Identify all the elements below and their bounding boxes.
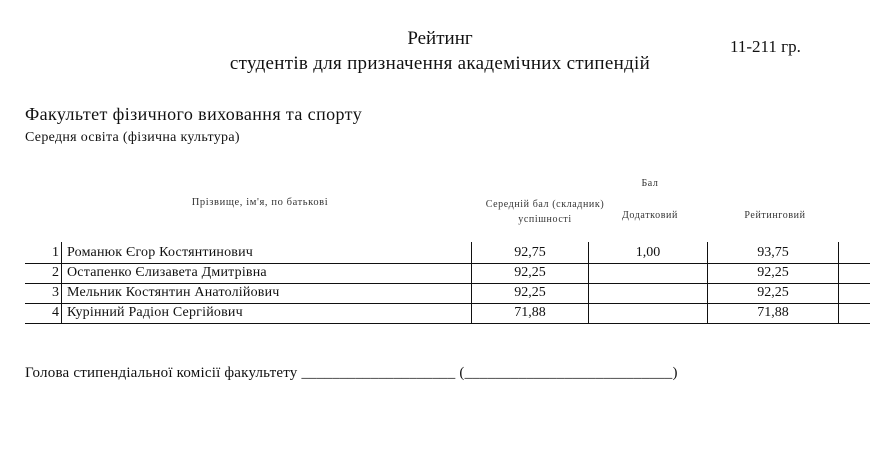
- cell-divider: [61, 264, 62, 283]
- average-score: 92,75: [514, 245, 546, 260]
- average-score: 71,88: [514, 305, 546, 320]
- cell-divider: [61, 304, 62, 323]
- row-number: 3: [52, 285, 59, 300]
- cell-divider: [588, 304, 589, 323]
- rating-score: 92,25: [757, 285, 789, 300]
- table-row: [25, 304, 870, 324]
- rating-score: 93,75: [757, 245, 789, 260]
- cell-divider: [588, 284, 589, 303]
- student-name: Остапенко Єлизавета Дмитрівна: [67, 265, 267, 280]
- cell-divider: [61, 242, 62, 263]
- rating-table: [25, 244, 870, 324]
- row-number: 2: [52, 265, 59, 280]
- faculty-name: Факультет фізичного виховання та спорту: [25, 104, 363, 124]
- average-score: 92,25: [514, 285, 546, 300]
- table-row: [25, 284, 870, 304]
- row-number: 4: [52, 305, 59, 320]
- rating-score: 92,25: [757, 265, 789, 280]
- header-rating: Рейтинговий: [744, 210, 806, 221]
- cell-divider: [61, 284, 62, 303]
- cell-divider: [838, 264, 839, 283]
- group-label: 11-211 гр.: [730, 37, 801, 56]
- table-row: [25, 264, 870, 284]
- student-name: Мельник Костянтин Анатолійович: [67, 285, 280, 300]
- document-subtitle: студентів для призначення академічних стипендій: [229, 53, 651, 74]
- cell-divider: [838, 304, 839, 323]
- header-additional: Додатковий: [622, 210, 678, 221]
- header-name: Прізвище, ім'я, по батькові: [191, 197, 329, 208]
- student-name: Романюк Єгор Костянтинович: [67, 245, 254, 260]
- cell-divider: [838, 242, 839, 263]
- rating-score: 71,88: [757, 305, 789, 320]
- cell-divider: [588, 264, 589, 283]
- table-row: [25, 244, 870, 264]
- program-name: Середня освіта (фізична культура): [25, 130, 240, 145]
- signature-line: Голова стипендіальної комісії факультету ____________________ (___________________________): [25, 365, 678, 381]
- student-name: Курінний Радіон Сергійович: [67, 305, 243, 320]
- row-number: 1: [52, 245, 59, 260]
- average-score: 92,25: [514, 265, 546, 280]
- header-ball: Бал: [641, 178, 659, 189]
- header-average: Середній бал (складник) успішності: [485, 199, 605, 225]
- additional-score: 1,00: [635, 245, 661, 260]
- cell-divider: [838, 284, 839, 303]
- document-title: Рейтинг: [407, 28, 473, 49]
